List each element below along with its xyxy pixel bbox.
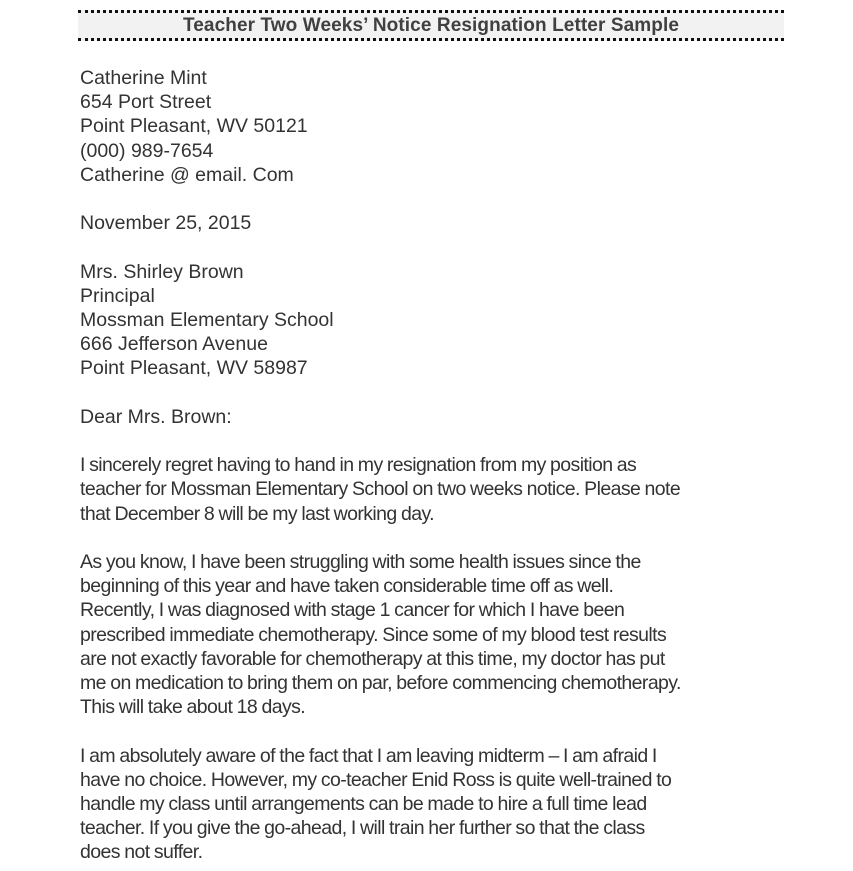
paragraph-line: I am absolutely aware of the fact that I am leaving midterm – I am afraid I [80,744,657,767]
paragraph-line: are not exactly favorable for chemotherapy at this time, my doctor has put [80,647,665,670]
paragraph-3 [80,744,790,865]
paragraph-line: Recently, I was diagnosed with stage 1 cancer for which I have been [80,599,625,622]
paragraph-line: This will take about 18 days. [80,696,306,719]
paragraph-line: teacher. If you give the go-ahead, I will train her further so that the class [80,817,645,840]
recipient-name: Mrs. Shirley Brown [80,260,244,283]
recipient-title: Principal [80,284,155,307]
paragraph-line: that December 8 will be my last working day. [80,502,434,525]
sender-email: Catherine @ email. Com [80,163,294,186]
sender-street: 654 Port Street [80,91,212,114]
document-title-bar [78,10,784,41]
sender-name: Catherine Mint [80,67,207,89]
recipient-address-block [80,260,790,381]
paragraph-line: teacher for Mossman Elementary School on two weeks notice. Please note [80,478,681,501]
recipient-organization: Mossman Elementary School [80,309,334,331]
paragraph-line: As you know, I have been struggling with some health issues since the [80,550,641,573]
recipient-city-state-zip: Point Pleasant, WV 58987 [80,357,308,380]
salutation: Dear Mrs. Brown: [80,405,232,428]
paragraph-line: does not suffer. [80,841,203,864]
letter-body [80,66,790,865]
paragraph-1 [80,453,790,526]
paragraph-line: handle my class until arrangements can be made to hire a full time lead [80,793,647,815]
sender-phone: (000) 989-7654 [80,139,214,162]
paragraph-line: I sincerely regret having to hand in my resignation from my position as [80,454,637,477]
paragraph-2 [80,550,790,719]
recipient-street: 666 Jefferson Avenue [80,333,268,356]
sender-address-block [80,66,790,187]
letter-date: November 25, 2015 [80,212,252,235]
paragraph-line: have no choice. However, my co-teacher Enid Ross is quite well-trained to [80,768,672,791]
paragraph-line: beginning of this year and have taken considerable time off as well. [80,575,614,598]
document-title: Teacher Two Weeks’ Notice Resignation Letter Sample [182,14,680,36]
sender-city-state-zip: Point Pleasant, WV 50121 [80,115,308,138]
paragraph-line: prescribed immediate chemotherapy. Since some of my blood test results [80,623,667,646]
paragraph-line: me on medication to bring them on par, before commencing chemotherapy. [80,672,681,694]
